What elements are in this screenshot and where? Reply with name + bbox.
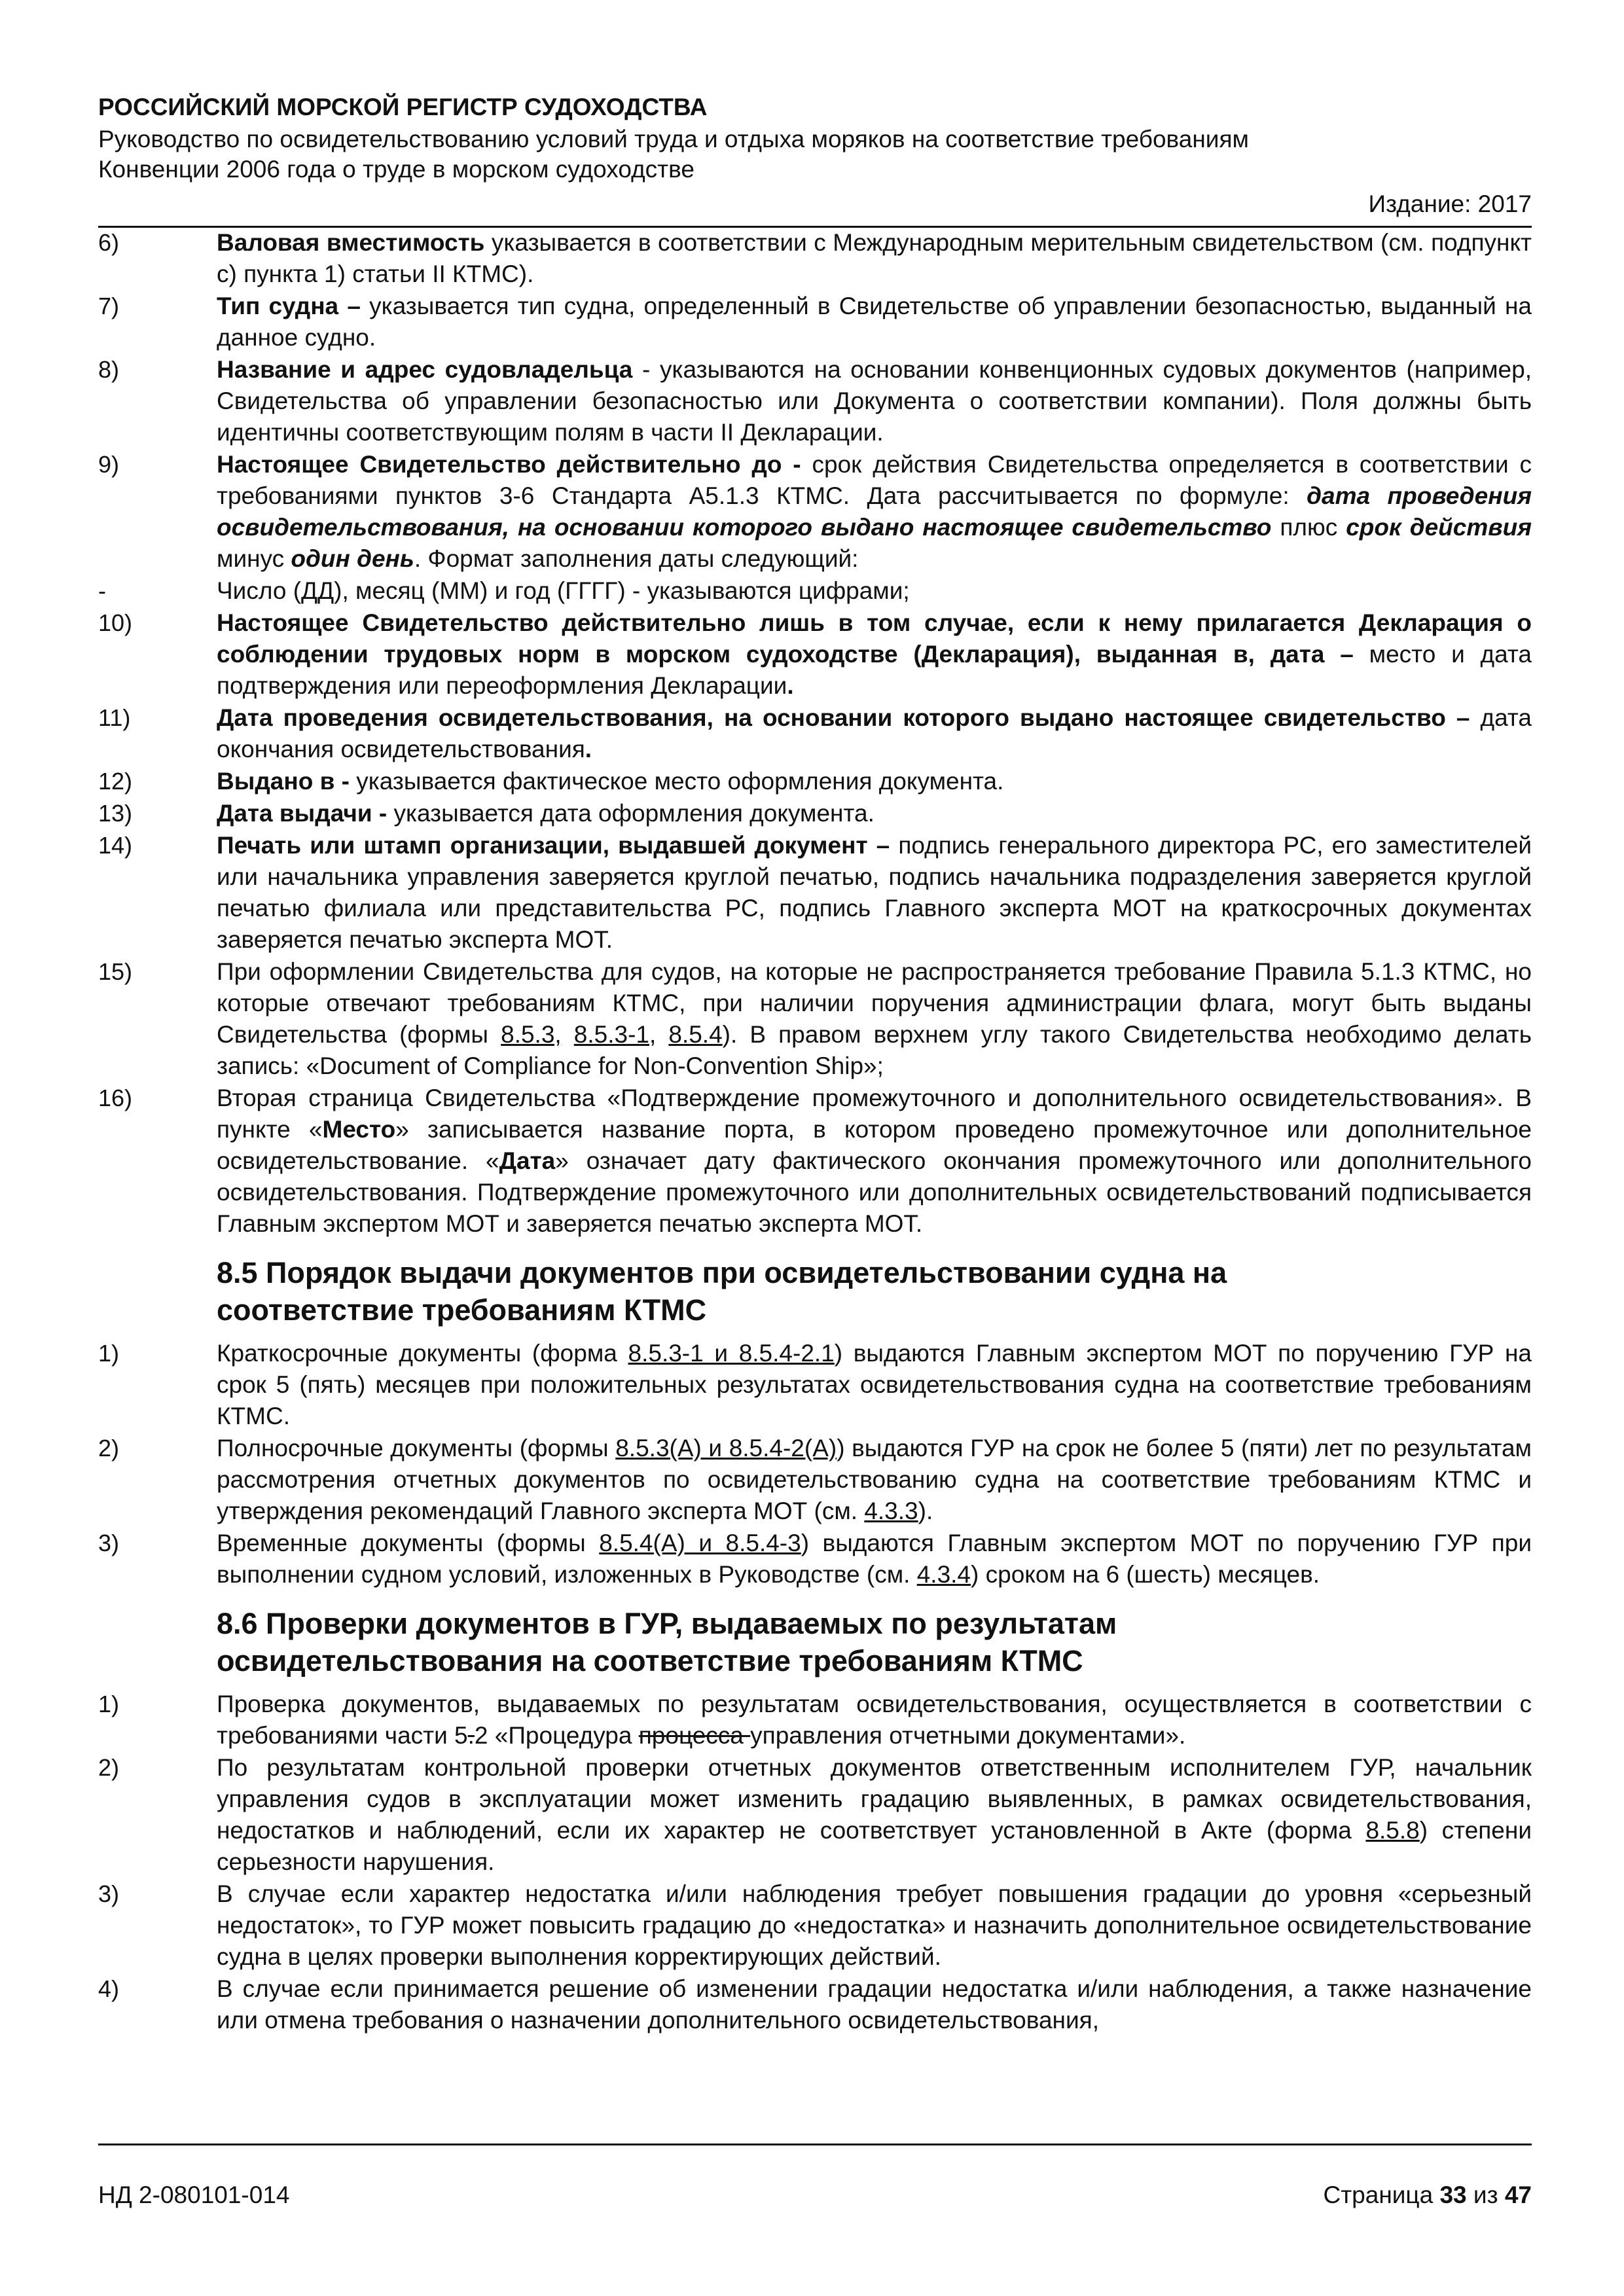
list-item-text — [217, 956, 1532, 1082]
text-run: ) степени серьезности нарушения. — [217, 1817, 1532, 1875]
text-run: плюс — [1271, 514, 1346, 541]
section-heading-8-6-line-2: освидетельствования на соответствие требованиям КТМС — [217, 1644, 1083, 1677]
list-item-number: 13) — [98, 800, 133, 827]
section-heading-8-6-line-1: 8.6 Проверки документов в ГУР, выдаваемых по результатам — [217, 1607, 1117, 1640]
text-run: указывается в соответствии с Международным мерительным свидетельством (см. подпункт с) пункта 1) статьи II КТМС). — [217, 229, 1532, 287]
cross-reference: 8.5.3-1 и 8.5.4-2.1 — [628, 1340, 835, 1367]
text-run: ) выдаются Главным экспертом МОТ по поручению ГУР при выполнении судном условий, изложенных в Руководстве (см. — [217, 1530, 1532, 1588]
list-item-text — [217, 291, 1532, 353]
text-run — [562, 1021, 574, 1048]
list-certificate-fields — [98, 227, 1532, 1240]
text-run: . Формат заполнения даты следующий: — [414, 545, 859, 572]
document-title-line-2: Конвенции 2006 года о труде в морском судоходстве — [98, 156, 695, 183]
list-item-number: 7) — [98, 293, 120, 319]
list-item-number: 3) — [98, 1880, 120, 1907]
bold-text: . — [585, 736, 592, 762]
list-item-number: 16) — [98, 1085, 133, 1111]
list-item-number: 9) — [98, 451, 120, 478]
text-run: управления отчетными документами». — [750, 1722, 1186, 1749]
list-item — [98, 766, 1532, 797]
organization-name: РОССИЙСКИЙ МОРСКОЙ РЕГИСТР СУДОХОДСТВА — [98, 94, 708, 120]
document-title-line-1: Руководство по освидетельствованию условий труда и отдыха моряков на соответствие требованиям — [98, 126, 1249, 152]
text-run: 2 «Процедура — [474, 1722, 639, 1749]
text-run: Вторая страница Свидетельства «Подтверждение промежуточного и дополнительного освидетельствования». В пункте « — [217, 1085, 1532, 1143]
list-item-text — [217, 575, 1532, 607]
text-run: место и дата подтверждения или переоформления Декларации — [217, 641, 1532, 699]
section-heading-8-6 — [98, 1605, 1532, 1679]
list-item-number: 15) — [98, 958, 133, 985]
text-run: В случае если характер недостатка и/или наблюдения требует повышения градации до уровня «серьезный недостаток», то ГУР может повысить градацию до «недостатка» и назначить дополнительное освидетельствование судна в целях проверки выполнения корректирующих действий. — [217, 1880, 1532, 1970]
bold-text: Настоящее Свидетельство действительно лишь в том случае, если к нему прилагается Декларация о соблюдении трудовых норм в морском судоходстве (Декларация), выданная в, дата – — [217, 609, 1532, 668]
list-item-text — [217, 798, 1532, 829]
bold-text: Дата — [499, 1147, 556, 1174]
list-item-number: 14) — [98, 832, 133, 859]
cross-reference: , — [1525, 356, 1532, 383]
list-item — [98, 830, 1532, 956]
list-item-number: 1) — [98, 1691, 120, 1717]
list-item-number: - — [98, 577, 106, 604]
of-label: из — [1473, 2181, 1498, 2208]
list-item — [98, 449, 1532, 575]
list-item-text — [217, 1528, 1532, 1590]
list-item-text — [217, 830, 1532, 956]
text-run: ) выдаются ГУР на срок не более 5 (пяти) лет по результатам рассмотрения отчетных документов по освидетельствованию судна на соответствие требованиям КТМС и утверждения рекомендаций Главного эксперта МОТ (см. — [217, 1435, 1532, 1524]
page-number — [1324, 2181, 1532, 2210]
text-run: минус — [217, 545, 291, 572]
text-run: Краткосрочные документы (форма — [217, 1340, 628, 1367]
list-item — [98, 291, 1532, 353]
cross-reference: 4.3.3 — [864, 1498, 918, 1524]
bold-text: Настоящее Свидетельство действительно до - — [217, 451, 801, 478]
document-code: НД 2-080101-014 — [98, 2181, 290, 2208]
strikethrough-text: . — [467, 1722, 475, 1749]
bold-text: Выдано в - — [217, 768, 350, 795]
text-run: Число (ДД), месяц (ММ) и год (ГГГГ) - указываются цифрами; — [217, 577, 910, 604]
text-run: При оформлении Свидетельства для судов, на которые не распространяется требование Правила 5.1.3 КТМС, но которые отвечают требованиям КТМС, при наличии поручения администрации флага, могут быть выданы Свидетельства (формы — [217, 958, 1532, 1048]
section-heading-8-5-line-1: 8.5 Порядок выдачи документов при освидетельствовании судна на — [217, 1256, 1227, 1289]
cross-reference: 8.5.3-1 — [573, 1021, 649, 1048]
bold-text: Дата проведения освидетельствования, на основании которого выдано настоящее свидетельство – — [217, 704, 1470, 731]
list-item — [98, 1973, 1532, 2036]
text-run: » означает дату фактического окончания промежуточного или дополнительного освидетельствования. Подтверждение промежуточного или дополнительных освидетельствований подписывается Главным экспертом МОТ и заверяется печатью эксперта МОТ. — [217, 1147, 1532, 1237]
cross-reference: 8.5.8 — [1365, 1817, 1420, 1844]
list-item-text — [217, 1433, 1532, 1527]
section-heading-8-5-line-2: соответствие требованиям КТМС — [217, 1293, 707, 1327]
bold-italic-text: срок действия — [1346, 514, 1532, 541]
list-item — [98, 1433, 1532, 1527]
list-item-number: 12) — [98, 768, 133, 795]
bold-text: Место — [322, 1116, 396, 1143]
list-item — [98, 1689, 1532, 1751]
cross-reference: 4.3.4 — [916, 1561, 971, 1588]
list-item — [98, 354, 1532, 448]
list-section-8-5 — [98, 1338, 1532, 1590]
text-run: указывается тип судна, определенный в Свидетельстве об управлении безопасностью — [360, 293, 1365, 319]
footer-divider — [98, 2144, 1532, 2145]
list-item-number: 2) — [98, 1435, 120, 1462]
text-run: подпись генерального директора РС, его заместителей или начальника управления заверяется круглой печатью, подпись начальника подразделения заверяется круглой печатью филиала или представительства РС, подпись Главного эксперта МОТ на краткосрочных документах заверяется печатью эксперта МОТ. — [217, 832, 1532, 953]
list-item-text — [217, 354, 1532, 448]
section-heading-8-5 — [98, 1254, 1532, 1329]
list-item — [98, 798, 1532, 829]
text-run: , — [649, 1021, 669, 1048]
list-item-number: 2) — [98, 1754, 120, 1781]
page-content — [98, 227, 1532, 2037]
bold-italic-text: один день — [291, 545, 414, 572]
list-item-text — [217, 607, 1532, 702]
list-item-text — [217, 1083, 1532, 1240]
list-item-number: 3) — [98, 1530, 120, 1556]
list-item-text — [217, 702, 1532, 765]
bold-italic-text: дата проведения освидетельствования, на основании которого выдано настоящее свидетельство — [217, 482, 1532, 541]
text-run: Временные документы (формы — [217, 1530, 600, 1556]
current-page: 33 — [1439, 2181, 1467, 2208]
cross-reference: 8.5.4(А) и 8.5.4-3 — [599, 1530, 801, 1556]
text-run: срок действия Свидетельства определяется в соответствии с требованиями пунктов 3-6 Стандарта А5.1.3 КТМС. Дата рассчитывается по формуле: — [217, 451, 1532, 509]
list-item-number: 10) — [98, 609, 133, 636]
bold-text: Дата выдачи - — [217, 800, 388, 827]
list-item-number: 6) — [98, 229, 120, 256]
list-item-text — [217, 1338, 1532, 1432]
list-item — [98, 956, 1532, 1082]
list-item-text — [217, 1689, 1532, 1751]
edition-label: Издание: 2017 — [1368, 190, 1532, 217]
text-run: Проверка документов, выдаваемых по результатам освидетельствования, осуществляется в соответствии с требованиями части 5 — [217, 1691, 1532, 1749]
cross-reference: 8.5.4 — [668, 1021, 723, 1048]
text-run: ) сроком на 6 (шесть) месяцев. — [971, 1561, 1320, 1588]
text-run: В случае если принимается решение об изменении градации недостатка и/или наблюдения, а также назначение или отмена требования о назначении дополнительного освидетельствования, — [217, 1975, 1532, 2034]
list-item-number: 4) — [98, 1975, 120, 2002]
text-run: - указываются на основании конвенционных судовых документов (например — [632, 356, 1525, 383]
cross-reference: 8.5.3, — [501, 1021, 562, 1048]
text-run: ) выдаются Главным экспертом МОТ по поручению ГУР на срок 5 (пять) месяцев при положительных результатах освидетельствования судна на соответствие требованиям КТМС. — [217, 1340, 1532, 1429]
text-run: указывается дата оформления документа. — [387, 800, 875, 827]
cross-reference: 8.5.3(А) и 8.5.4-2(А) — [615, 1435, 837, 1462]
list-item — [98, 227, 1532, 290]
list-item — [98, 575, 1532, 607]
text-run: Свидетельства об управлении безопасностью или Документа о соответствии компании). Поля должны быть идентичны соответствующим полям в части II Декларации. — [217, 387, 1532, 446]
strikethrough-text: процесса — [638, 1722, 751, 1749]
list-item-number: 8) — [98, 356, 120, 383]
list-section-8-6 — [98, 1689, 1532, 2036]
total-pages: 47 — [1504, 2181, 1532, 2208]
text-run: ). — [918, 1498, 933, 1524]
bold-text: Печать или штамп организации, выдавшей документ – — [217, 832, 890, 859]
list-item — [98, 1083, 1532, 1240]
bold-text: . — [787, 672, 794, 699]
page-label: Страница — [1323, 2181, 1434, 2208]
list-item-number: 1) — [98, 1340, 120, 1367]
list-item — [98, 1338, 1532, 1432]
text-run: » записывается название порта, в котором проведено промежуточное или дополнительное освидетельствование. « — [217, 1116, 1532, 1174]
text-run: выданный на данное судно. — [217, 293, 1532, 351]
list-item — [98, 1528, 1532, 1590]
text-run: указывается фактическое место оформления документа. — [349, 768, 1004, 795]
list-item-text — [217, 227, 1532, 290]
list-item-number: 11) — [98, 704, 131, 731]
list-item-text — [217, 1752, 1532, 1878]
text-run: По результатам контрольной проверки отчетных документов ответственным исполнителем ГУР, начальник управления судов в эксплуатации может изменить градацию выявленных, в рамках освидетельствования, недостатков и наблюдений, если их характер не соответствует установленной в Акте (форма — [217, 1754, 1532, 1844]
bold-text: Тип судна – — [217, 293, 361, 319]
list-item-text — [217, 1878, 1532, 1973]
list-item-text — [217, 449, 1532, 575]
bold-text: Валовая вместимость — [217, 229, 485, 256]
list-item — [98, 1752, 1532, 1878]
list-item — [98, 607, 1532, 702]
list-item-text — [217, 1973, 1532, 2036]
text-run: ). В правом верхнем углу такого Свидетельства необходимо делать запись: «Document of Compliance for Non-Convention Ship»; — [217, 1021, 1532, 1079]
text-run: дата окончания освидетельствования — [217, 704, 1532, 762]
list-item — [98, 702, 1532, 765]
cross-reference: , — [1365, 293, 1373, 319]
list-item — [98, 1878, 1532, 1973]
text-run: Полносрочные документы (формы — [217, 1435, 616, 1462]
page-header — [98, 90, 1532, 219]
list-item-text — [217, 766, 1532, 797]
bold-text: Название и адрес судовладельца — [217, 356, 633, 383]
